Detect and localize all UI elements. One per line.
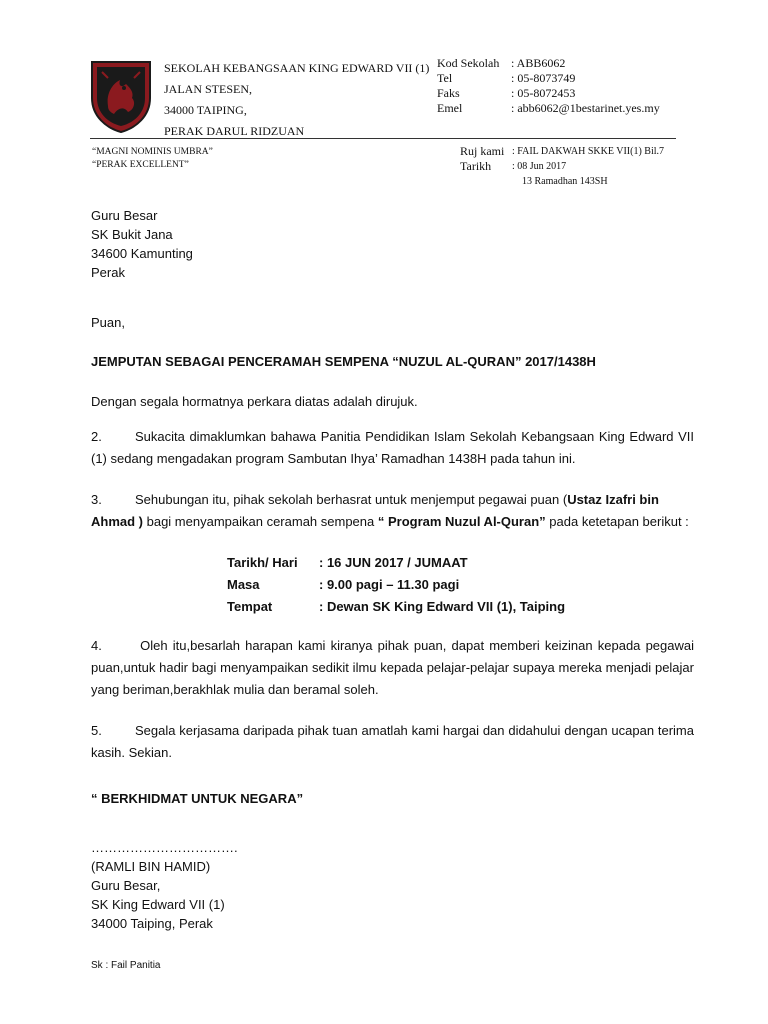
program-name: “ Program Nuzul Al-Quran” [377, 514, 546, 529]
letter-body [91, 206, 694, 933]
detail-value: : Dewan SK King Edward VII (1), Taiping [319, 599, 566, 614]
paragraph-number: 5. [91, 723, 102, 738]
date-label: Tarikh [460, 159, 492, 173]
paragraph-3 [91, 489, 694, 533]
contact-value: : 05-8072453 [511, 86, 576, 100]
motto-line: “PERAK EXCELLENT” [92, 160, 189, 170]
paragraph-number: 2. [91, 429, 102, 444]
speaker-name: Ustaz Izafri bin Ahmad ) [91, 492, 659, 529]
hijri-date-row [460, 174, 664, 189]
detail-label: Tarikh/ Hari [227, 555, 298, 570]
contact-label: Tel [437, 71, 453, 85]
recipient-line: Perak [91, 265, 125, 280]
letter-subject: JEMPUTAN SEBAGAI PENCERAMAH SEMPENA “NUZUL AL-QURAN” 2017/1438H [91, 354, 596, 369]
reference-row [460, 144, 664, 159]
hijri-date-value: 13 Ramadhan 143SH [522, 176, 608, 187]
detail-value: : 16 JUN 2017 / JUMAAT [319, 555, 468, 570]
signatory-title: Guru Besar, [91, 878, 161, 893]
detail-row [227, 552, 694, 574]
recipient-line: 34600 Kamunting [91, 246, 193, 261]
carbon-copy-note: Sk : Fail Panitia [91, 960, 161, 971]
letterhead-divider [90, 138, 676, 139]
paragraph-text: bagi menyampaikan ceramah sempena [143, 514, 378, 529]
contact-value: : 05-8073749 [511, 71, 576, 85]
event-details [227, 552, 694, 618]
reference-value: : FAIL DAKWAH SKKE VII(1) Bil.7 [512, 146, 665, 157]
closing-motto: “ BERKHIDMAT UNTUK NEGARA” [91, 791, 304, 806]
contact-row [437, 86, 660, 101]
date-value: : 08 Jun 2017 [512, 161, 567, 172]
contact-value: : ABB6062 [511, 56, 566, 70]
detail-row [227, 574, 694, 596]
paragraph-number: 4. [91, 638, 102, 653]
signatory-school: SK King Edward VII (1) [91, 897, 225, 912]
paragraph-text: Segala kerjasama daripada pihak tuan amatlah kami hargai dan didahului dengan ucapan terima kasih. Sekian. [91, 723, 694, 760]
signatory-name: (RAMLI BIN HAMID) [91, 859, 211, 874]
signature-block [91, 838, 694, 933]
signatory-place: 34000 Taiping, Perak [91, 916, 213, 931]
motto-line: “MAGNI NOMINIS UMBRA” [92, 147, 213, 157]
address-line: 34000 TAIPING, [164, 103, 247, 117]
detail-row [227, 596, 694, 618]
paragraph-5 [91, 720, 694, 764]
letterhead-contacts [437, 56, 660, 116]
salutation: Puan, [91, 315, 125, 330]
recipient-line: SK Bukit Jana [91, 227, 173, 242]
date-row [460, 159, 664, 174]
recipient-address [91, 206, 694, 282]
detail-value: : 9.00 pagi – 11.30 pagi [319, 577, 460, 592]
address-line: PERAK DARUL RIDZUAN [164, 124, 305, 138]
contact-value: : abb6062@1bestarinet.yes.my [511, 101, 660, 115]
contact-label: Emel [437, 101, 463, 115]
school-name: SEKOLAH KEBANGSAAN KING EDWARD VII (1) [164, 61, 430, 75]
paragraph-number: 3. [91, 492, 102, 507]
paragraph-text: Sehubungan itu, pihak sekolah berhasrat untuk menjemput pegawai puan ( [135, 492, 568, 507]
detail-label: Masa [227, 577, 260, 592]
paragraph-text: Sukacita dimaklumkan bahawa Panitia Pendidikan Islam Sekolah Kebangsaan King Edward VII (1) sedang mengadakan program Sambutan Ihya’ Ramadhan 1438H pada tahun ini. [91, 429, 694, 466]
reference-block [460, 144, 664, 189]
signature-line: ……………………………. [91, 840, 238, 855]
contact-row [437, 71, 660, 86]
school-motto [92, 146, 213, 172]
detail-label: Tempat [227, 599, 273, 614]
paragraph-text: Oleh itu,besarlah harapan kami kiranya pihak puan, dapat memberi keizinan kepada pegawai puan,untuk hadir bagi menyampaikan sedikit ilmu kepada pelajar-pelajar supaya mereka menjadi pelajar yang beriman,berakhlak mulia dan beramal soleh. [91, 638, 694, 697]
paragraph-4 [91, 635, 694, 701]
contact-row [437, 56, 660, 71]
school-crest-logo [88, 58, 154, 134]
contact-label: Kod Sekolah [437, 56, 500, 70]
reference-label: Ruj kami [460, 144, 505, 158]
contact-row [437, 101, 660, 116]
paragraph-2 [91, 426, 694, 470]
contact-label: Faks [437, 86, 460, 100]
intro-paragraph: Dengan segala hormatnya perkara diatas adalah dirujuk. [91, 394, 418, 409]
recipient-line: Guru Besar [91, 208, 158, 223]
letterhead-address [164, 58, 429, 142]
address-line: JALAN STESEN, [164, 82, 253, 96]
paragraph-text: pada ketetapan berikut : [545, 514, 689, 529]
